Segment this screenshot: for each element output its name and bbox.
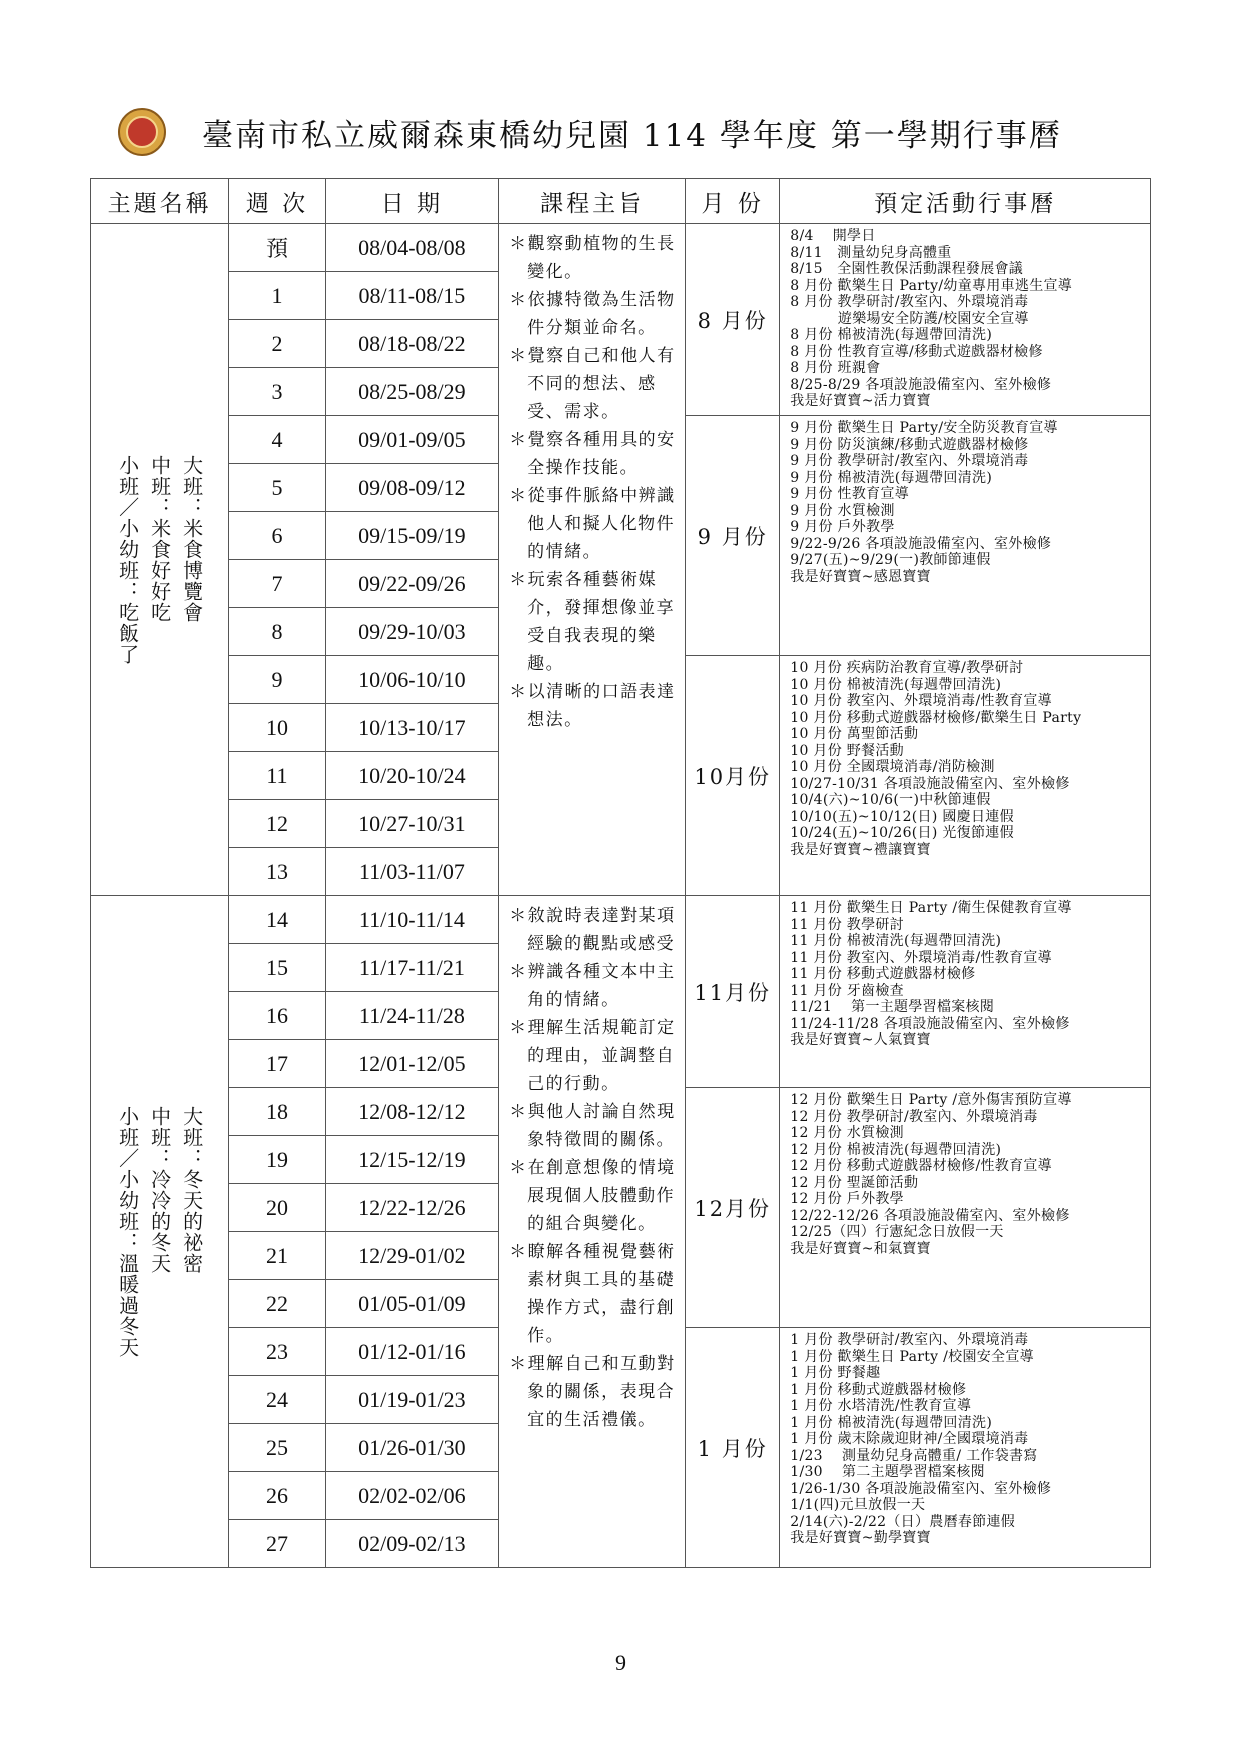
activity-item: 9 月份 防災演練/移動式遊戲器材檢修 [790, 436, 1029, 453]
week-cell: 25 [229, 1424, 325, 1472]
activity-item: 10 月份 萬聖節活動 [790, 726, 919, 742]
activity-item: 11/21 第一主題學習檔案核閱 [790, 999, 995, 1015]
school-seal-icon [118, 108, 166, 156]
header-month: 月 份 [686, 179, 780, 224]
month-cell: 1 月份 [686, 1328, 780, 1568]
activity-item: 12 月份 移動式遊戲器材檢修/性教育宣導 [790, 1158, 1052, 1174]
activity-item: 12 月份 水質檢測 [790, 1125, 904, 1141]
activity-item: 10/10(五)~10/12(日) 國慶日連假 [790, 808, 1014, 825]
activity-item: 我是好寶寶~人氣寶寶 [790, 1032, 931, 1048]
activity-item: 10/4(六)~10/6(一)中秋節連假 [790, 792, 991, 808]
week-cell: 26 [229, 1472, 325, 1520]
date-cell: 09/22-09/26 [325, 560, 498, 608]
activity-item: 12 月份 棉被清洗(每週帶回清洗) [790, 1141, 1002, 1158]
activities-cell [780, 1088, 1151, 1328]
activity-item: 8 月份 棉被清洗(每週帶回清洗) [790, 327, 993, 343]
activity-item: 9/27(五)~9/29(一)教師節連假 [790, 552, 991, 568]
week-cell: 11 [229, 752, 325, 800]
activities-cell [780, 224, 1151, 416]
week-cell: 15 [229, 944, 325, 992]
activity-item: 12 月份 戶外教學 [790, 1191, 904, 1207]
week-cell: 17 [229, 1040, 325, 1088]
activity-item: 9 月份 戶外教學 [790, 519, 895, 535]
calendar-table [90, 178, 1151, 1568]
activity-item: 1 月份 水塔清洗/性教育宣導 [790, 1398, 972, 1414]
date-cell: 01/19-01/23 [325, 1376, 498, 1424]
activity-item: 遊樂場安全防護/校園安全宣導 [790, 310, 1029, 327]
activity-item: 10 月份 野餐活動 [790, 742, 904, 759]
activity-item: 1 月份 教學研討/教室內、外環境消毒 [790, 1332, 1029, 1348]
goal-item: ＊瞭解各種視覺藝術素材與工具的基礎操作方式，盡行創作。 [509, 1242, 676, 1346]
date-cell: 11/24-11/28 [325, 992, 498, 1040]
month-cell: 9 月份 [686, 416, 780, 656]
activity-item: 9 月份 棉被清洗(每週帶回清洗) [790, 469, 993, 486]
date-cell: 12/29-01/02 [325, 1232, 498, 1280]
header-row [91, 179, 1151, 224]
date-cell: 08/11-08/15 [325, 272, 498, 320]
header-goals: 課程主旨 [499, 179, 686, 224]
goal-item: ＊以清晰的口語表達想法。 [509, 682, 676, 730]
activity-item: 9 月份 水質檢測 [790, 502, 895, 519]
week-cell: 16 [229, 992, 325, 1040]
goal-item: ＊理解生活規範訂定的理由，並調整自己的行動。 [509, 1018, 676, 1094]
activity-item: 1/23 測量幼兒身高體重/ 工作袋書寫 [790, 1447, 1038, 1464]
activity-item: 10 月份 棉被清洗(每週帶回清洗) [790, 676, 1002, 693]
activity-item: 8 月份 教學研討/教室內、外環境消毒 [790, 294, 1029, 310]
activity-item: 1 月份 棉被清洗(每週帶回清洗) [790, 1414, 993, 1431]
activities-cell [780, 1328, 1151, 1568]
week-cell: 4 [229, 416, 325, 464]
goal-item: ＊玩索各種藝術媒介，發揮想像並享受自我表現的樂趣。 [509, 570, 676, 674]
activity-item: 9 月份 性教育宣導 [790, 486, 910, 502]
activity-item: 12 月份 歡樂生日 Party /意外傷害預防宣導 [790, 1092, 1072, 1108]
activity-item: 8/25-8/29 各項設施設備室內、室外檢修 [790, 376, 1052, 393]
date-cell: 12/22-12/26 [325, 1184, 498, 1232]
course-goals-cell [499, 896, 686, 1568]
date-cell: 01/12-01/16 [325, 1328, 498, 1376]
date-cell: 01/26-01/30 [325, 1424, 498, 1472]
date-cell: 10/13-10/17 [325, 704, 498, 752]
activity-item: 1/30 第二主題學習檔案核閱 [790, 1464, 985, 1480]
date-cell: 10/06-10/10 [325, 656, 498, 704]
header-date: 日 期 [325, 179, 498, 224]
activity-item: 我是好寶寶~活力寶寶 [790, 393, 931, 409]
table-row [91, 224, 1151, 272]
week-cell: 18 [229, 1088, 325, 1136]
activity-item: 10/27-10/31 各項設施設備室內、室外檢修 [790, 775, 1070, 792]
goal-item: ＊與他人討論自然現象特徵間的關係。 [509, 1102, 676, 1150]
theme-cell [91, 224, 229, 896]
activity-item: 8/4 開學日 [790, 228, 876, 244]
activity-item: 我是好寶寶~禮讓寶寶 [790, 841, 931, 858]
theme-cell [91, 896, 229, 1568]
activity-item: 10 月份 全國環境消毒/消防檢測 [790, 759, 995, 775]
week-cell: 27 [229, 1520, 325, 1568]
activity-item: 10 月份 疾病防治教育宣導/教學研討 [790, 660, 1024, 676]
activity-item: 我是好寶寶~感恩寶寶 [790, 568, 931, 585]
date-cell: 09/01-09/05 [325, 416, 498, 464]
date-cell: 09/29-10/03 [325, 608, 498, 656]
activity-item: 11/24-11/28 各項設施設備室內、室外檢修 [790, 1015, 1070, 1032]
activity-item: 9 月份 歡樂生日 Party/安全防災教育宣導 [790, 420, 1058, 436]
month-cell: 12月份 [686, 1088, 780, 1328]
activity-item: 1/1(四)元旦放假一天 [790, 1497, 926, 1513]
page-header [118, 104, 1062, 160]
goal-item: ＊從事件脈絡中辨識他人和擬人化物件的情緒。 [509, 486, 676, 562]
activity-item: 12 月份 聖誕節活動 [790, 1174, 919, 1191]
activity-item: 10 月份 教室內、外環境消毒/性教育宣導 [790, 693, 1052, 709]
activity-item: 10 月份 移動式遊戲器材檢修/歡樂生日 Party [790, 709, 1082, 726]
goal-item: ＊覺察各種用具的安全操作技能。 [509, 430, 676, 478]
week-cell: 6 [229, 512, 325, 560]
week-cell: 19 [229, 1136, 325, 1184]
activity-item: 11 月份 移動式遊戲器材檢修 [790, 966, 976, 982]
week-cell: 21 [229, 1232, 325, 1280]
activity-item: 12/22-12/26 各項設施設備室內、室外檢修 [790, 1207, 1070, 1224]
goal-item: ＊觀察動植物的生長變化。 [509, 234, 676, 282]
goal-item: ＊辨識各種文本中主角的情緒。 [509, 962, 676, 1010]
activity-item: 11 月份 教學研討 [790, 916, 904, 933]
date-cell: 11/17-11/21 [325, 944, 498, 992]
theme-big: 大班：冬天的祕密 [179, 1105, 204, 1274]
activity-item: 11 月份 歡樂生日 Party /衛生保健教育宣導 [790, 900, 1072, 916]
month-cell: 8 月份 [686, 224, 780, 416]
month-cell: 11月份 [686, 896, 780, 1088]
activity-item: 我是好寶寶~和氣寶寶 [790, 1240, 931, 1257]
week-cell: 7 [229, 560, 325, 608]
activity-item: 1/26-1/30 各項設施設備室內、室外檢修 [790, 1480, 1052, 1497]
goal-item: ＊在創意想像的情境展現個人肢體動作的組合與變化。 [509, 1158, 676, 1234]
month-cell: 10月份 [686, 656, 780, 896]
activity-item: 我是好寶寶~勤學寶寶 [790, 1530, 931, 1546]
date-cell: 12/01-12/05 [325, 1040, 498, 1088]
week-cell: 8 [229, 608, 325, 656]
week-cell: 10 [229, 704, 325, 752]
activity-item: 8 月份 班親會 [790, 360, 881, 376]
date-cell: 11/10-11/14 [325, 896, 498, 944]
activity-item: 9/22-9/26 各項設施設備室內、室外檢修 [790, 535, 1052, 552]
week-cell: 5 [229, 464, 325, 512]
activity-item: 1 月份 野餐趣 [790, 1365, 881, 1381]
week-cell: 20 [229, 1184, 325, 1232]
date-cell: 01/05-01/09 [325, 1280, 498, 1328]
activity-item: 8/11 測量幼兒身高體重 [790, 244, 952, 261]
date-cell: 09/15-09/19 [325, 512, 498, 560]
week-cell: 23 [229, 1328, 325, 1376]
week-cell: 預 [229, 224, 325, 272]
activities-cell [780, 656, 1151, 896]
date-cell: 08/18-08/22 [325, 320, 498, 368]
date-cell: 12/15-12/19 [325, 1136, 498, 1184]
activity-item: 11 月份 牙齒檢查 [790, 982, 904, 999]
date-cell: 08/04-08/08 [325, 224, 498, 272]
activity-item: 8/15 全園性教保活動課程發展會議 [790, 261, 1024, 277]
activity-item: 12/25（四）行憲紀念日放假一天 [790, 1224, 1004, 1240]
goal-item: ＊理解自己和互動對象的關係，表現合宜的生活禮儀。 [509, 1354, 676, 1430]
date-cell: 10/20-10/24 [325, 752, 498, 800]
date-cell: 02/02-02/06 [325, 1472, 498, 1520]
date-cell: 12/08-12/12 [325, 1088, 498, 1136]
activity-item: 8 月份 歡樂生日 Party/幼童專用車逃生宣導 [790, 277, 1073, 294]
week-cell: 14 [229, 896, 325, 944]
activity-item: 12 月份 教學研討/教室內、外環境消毒 [790, 1108, 1038, 1125]
week-cell: 1 [229, 272, 325, 320]
activity-item: 11 月份 教室內、外環境消毒/性教育宣導 [790, 949, 1052, 966]
goal-item: ＊敘說時表達對某項經驗的觀點或感受 [509, 906, 676, 954]
header-theme: 主題名稱 [91, 179, 229, 224]
week-cell: 3 [229, 368, 325, 416]
theme-mid: 中班：冷冷的冬天 [147, 1105, 172, 1274]
activities-cell [780, 416, 1151, 656]
theme-small: 小班／小幼班：溫暖過冬天 [115, 1105, 140, 1358]
header-activities: 預定活動行事曆 [780, 179, 1151, 224]
course-goals-cell [499, 224, 686, 896]
page-number: 9 [615, 1650, 626, 1675]
header-week: 週 次 [229, 179, 325, 224]
theme-big: 大班：米食博覽會 [179, 454, 204, 623]
activity-item: 2/14(六)-2/22（日）農曆春節連假 [790, 1513, 1016, 1530]
week-cell: 12 [229, 800, 325, 848]
date-cell: 09/08-09/12 [325, 464, 498, 512]
activity-item: 1 月份 移動式遊戲器材檢修 [790, 1381, 967, 1398]
week-cell: 13 [229, 848, 325, 896]
date-cell: 02/09-02/13 [325, 1520, 498, 1568]
goal-item: ＊依據特徵為生活物件分類並命名。 [509, 290, 676, 338]
activity-item: 9 月份 教學研討/教室內、外環境消毒 [790, 453, 1029, 469]
activity-item: 1 月份 歡樂生日 Party /校園安全宣導 [790, 1348, 1034, 1365]
week-cell: 9 [229, 656, 325, 704]
activity-item: 8 月份 性教育宣導/移動式遊戲器材檢修 [790, 343, 1043, 360]
week-cell: 24 [229, 1376, 325, 1424]
activity-item: 10/24(五)~10/26(日) 光復節連假 [790, 825, 1014, 841]
page-title: 臺南市私立威爾森東橋幼兒園 114 學年度 第一學期行事曆 [202, 117, 1062, 154]
date-cell: 08/25-08/29 [325, 368, 498, 416]
activity-item: 1 月份 歲末除歲迎財神/全國環境消毒 [790, 1431, 1029, 1447]
week-cell: 22 [229, 1280, 325, 1328]
table-row [91, 896, 1151, 944]
theme-mid: 中班：米食好好吃 [147, 454, 172, 623]
activity-item: 11 月份 棉被清洗(每週帶回清洗) [790, 933, 1002, 949]
theme-small: 小班／小幼班：吃飯了 [115, 454, 140, 665]
activities-cell [780, 896, 1151, 1088]
date-cell: 10/27-10/31 [325, 800, 498, 848]
date-cell: 11/03-11/07 [325, 848, 498, 896]
goal-item: ＊覺察自己和他人有不同的想法、感受、需求。 [509, 346, 676, 422]
week-cell: 2 [229, 320, 325, 368]
